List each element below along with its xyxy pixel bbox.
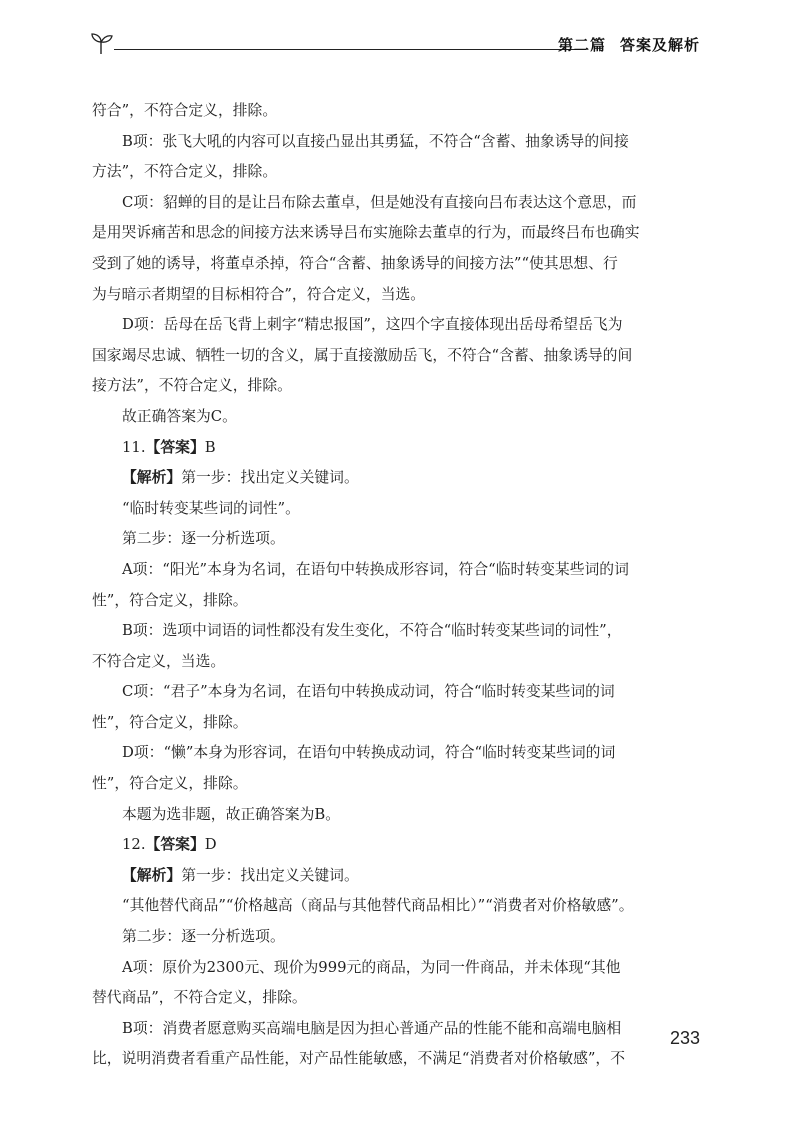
line-text: 性”，符合定义，排除。 [92, 713, 248, 731]
text-line [92, 891, 698, 922]
question-number: 12. [122, 836, 146, 854]
text-line [92, 738, 698, 769]
text-line [92, 341, 698, 372]
text-line [92, 524, 698, 555]
line-text: 第二步：逐一分析选项。 [122, 530, 285, 548]
text-line [92, 983, 698, 1014]
line-text: 性”，符合定义，排除。 [92, 591, 248, 609]
text-line [92, 371, 698, 402]
line-text: D项：“懒”本身为形容词，在语句中转换成动词，符合“临时转变某些词的词 [122, 744, 616, 762]
section-label: 【答案】 [145, 438, 205, 456]
header-title [558, 34, 700, 55]
line-text: 故正确答案为C。 [122, 407, 237, 425]
text-line [92, 96, 698, 127]
text-line [92, 127, 698, 158]
text-line [92, 861, 698, 892]
line-text: 方法”，不符合定义，排除。 [92, 163, 278, 181]
line-text: 替代商品”，不符合定义，排除。 [92, 989, 307, 1007]
line-text: 第一步：找出定义关键词。 [181, 866, 359, 884]
running-header [88, 30, 700, 60]
line-text: C项：“君子”本身为名词，在语句中转换成动词，符合“临时转变某些词的词 [122, 683, 615, 701]
line-text: 性”，符合定义，排除。 [92, 775, 248, 793]
line-text: B项：张飞大吼的内容可以直接凸显出其勇猛，不符合“含蓄、抽象诱导的间接 [122, 132, 629, 150]
text-line [92, 1044, 698, 1075]
sprout-icon [88, 30, 114, 56]
line-text: 是用哭诉痛苦和思念的间接方法来诱导吕布实施除去董卓的行为，而最终吕布也确实 [92, 224, 640, 242]
text-line [92, 218, 698, 249]
header-rule [114, 49, 586, 50]
text-line [92, 402, 698, 433]
line-text: B [204, 438, 216, 456]
line-text: 第二步：逐一分析选项。 [122, 928, 285, 946]
line-text: A项：原价为2300元、现价为999元的商品，为同一件商品，并未体现“其他 [122, 958, 621, 976]
line-text: 国家竭尽忠诚、牺牲一切的含义，属于直接激励岳飞，不符合“含蓄、抽象诱导的间 [92, 346, 633, 364]
question-number: 11. [122, 438, 146, 456]
text-line [92, 922, 698, 953]
answer-body [92, 96, 698, 1075]
line-text: “临时转变某些词的词性”。 [122, 499, 300, 517]
line-text: B项：消费者愿意购买高端电脑是因为担心普通产品的性能不能和高端电脑相 [122, 1019, 622, 1037]
text-line [92, 463, 698, 494]
text-line [92, 157, 698, 188]
line-text: 接方法”，不符合定义，排除。 [92, 377, 292, 395]
text-line [92, 280, 698, 311]
text-line [92, 249, 698, 280]
text-line [92, 830, 698, 861]
line-text: B项：选项中词语的词性都没有发生变化，不符合“临时转变某些词的词性”， [122, 622, 622, 640]
text-line [92, 1014, 698, 1045]
page-number: 233 [669, 1028, 700, 1048]
text-line [92, 616, 698, 647]
header-section: 答案及解析 [619, 36, 700, 54]
text-line [92, 647, 698, 678]
text-line [92, 433, 698, 464]
line-text: “其他替代商品”“价格越高（商品与其他替代商品相比）”“消费者对价格敏感”。 [122, 897, 634, 915]
text-line [92, 953, 698, 984]
line-text: 比，说明消费者看重产品性能，对产品性能敏感，不满足“消费者对价格敏感”，不 [92, 1050, 626, 1068]
text-line [92, 708, 698, 739]
text-line [92, 677, 698, 708]
text-line [92, 800, 698, 831]
section-label: 【答案】 [145, 836, 205, 854]
line-text: D [204, 836, 217, 854]
text-line [92, 586, 698, 617]
line-text: 符合”，不符合定义，排除。 [92, 102, 278, 119]
text-line [92, 188, 698, 219]
line-text: C项：貂蝉的目的是让吕布除去董卓，但是她没有直接向吕布表达这个意思，而 [122, 193, 637, 211]
line-text: 第一步：找出定义关键词。 [181, 469, 359, 487]
line-text: 为与暗示者期望的目标相符合”，符合定义，当选。 [92, 285, 426, 303]
text-line [92, 769, 698, 800]
text-line [92, 494, 698, 525]
line-text: 不符合定义，当选。 [92, 652, 226, 670]
line-text: A项：“阳光”本身为名词，在语句中转换成形容词，符合“临时转变某些词的词 [122, 560, 629, 578]
section-label: 【解析】 [122, 866, 182, 884]
text-line [92, 555, 698, 586]
line-text: 受到了她的诱导，将董卓杀掉，符合“含蓄、抽象诱导的间接方法”“使其思想、行 [92, 254, 618, 272]
text-line [92, 310, 698, 341]
line-text: D项：岳母在岳飞背上刺字“精忠报国”，这四个字直接体现出岳母希望岳飞为 [122, 316, 623, 334]
line-text: 本题为选非题，故正确答案为B。 [122, 805, 341, 823]
section-label: 【解析】 [122, 469, 182, 487]
header-part: 第二篇 [557, 36, 606, 54]
